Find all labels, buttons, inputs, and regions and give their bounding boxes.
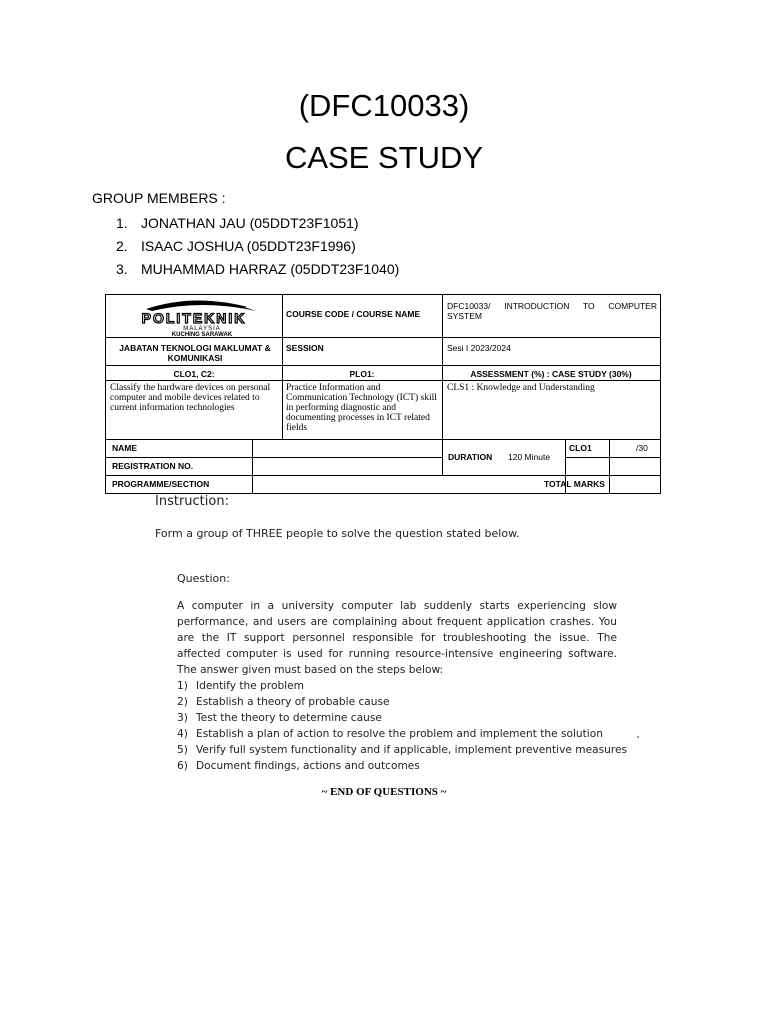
session-label: SESSION	[286, 343, 324, 353]
logo-place: KUCHING SARAWAK	[171, 332, 233, 337]
clo-label: CLO1, C2:	[173, 369, 215, 379]
member-name: MUHAMMAD HARRAZ (05DDT23F1040)	[141, 261, 400, 277]
assessment-label: ASSESSMENT (%) : CASE STUDY (30%)	[470, 369, 632, 379]
member-name: JONATHAN JAU (05DDT23F1051)	[141, 215, 359, 231]
step-number: 2)	[177, 696, 188, 708]
logo-sub: MALAYSIA	[183, 326, 221, 332]
end-of-questions: ~ END OF QUESTIONS ~	[321, 786, 447, 798]
plo-description: Practice Information and Communication Technology (ICT) skill in performing diagnostic and documenting processes in ICT related fields	[286, 383, 437, 433]
list-item	[177, 696, 390, 708]
list-item	[177, 744, 627, 756]
clo1-label: CLO1	[569, 443, 592, 453]
step-number: 1)	[177, 680, 188, 692]
member-item	[116, 261, 399, 277]
total-marks-label: TOTAL MARKS	[544, 479, 605, 489]
duration-label: DURATION	[448, 452, 493, 462]
clo1-score: /30	[636, 443, 648, 453]
question-paragraph: A computer in a university computer lab suddenly starts experiencing slow performance, and users are complaining about frequent application crashes. You are the IT support personnel responsible for troubleshooting the issue. The affected computer is used for running resource-intensive engineering software. The answer given must based on the steps below:	[177, 600, 617, 676]
session-value: Sesi I 2023/2024	[447, 343, 511, 353]
department-name: JABATAN TEKNOLOGI MAKLUMAT & KOMUNIKASI	[119, 343, 271, 363]
member-number: 1.	[116, 215, 128, 231]
step-text: Establish a theory of probable cause	[196, 696, 390, 708]
step-text: Verify full system functionality and if applicable, implement preventive measures	[196, 744, 627, 756]
politeknik-logo	[106, 295, 282, 337]
member-item	[116, 215, 359, 231]
question-heading: Question:	[177, 572, 230, 585]
group-members-heading: GROUP MEMBERS :	[92, 190, 226, 206]
instruction-text: Form a group of THREE people to solve the question stated below.	[155, 527, 520, 540]
step-text: Establish a plan of action to resolve the problem and implement the solution	[196, 728, 603, 740]
programme-label: PROGRAMME/SECTION	[112, 479, 210, 489]
scan-speck	[637, 736, 639, 738]
course-code-label: COURSE CODE / COURSE NAME	[286, 309, 421, 319]
instruction-heading: Instruction:	[155, 494, 229, 509]
list-item	[177, 728, 603, 740]
step-number: 3)	[177, 712, 188, 724]
course-code-value: DFC10033/ INTRODUCTION TO COMPUTER SYSTEM	[447, 301, 657, 321]
assessment-form-table	[105, 294, 661, 494]
member-number: 3.	[116, 261, 128, 277]
cls-description: CLS1 : Knowledge and Understanding	[447, 383, 595, 393]
logo-wordmark: POLITEKNIK	[141, 310, 247, 326]
step-text: Test the theory to determine cause	[196, 712, 382, 724]
document-subtitle: CASE STUDY	[284, 140, 484, 175]
list-item	[177, 680, 304, 692]
name-label: NAME	[112, 443, 138, 453]
step-number: 6)	[177, 760, 188, 772]
step-number: 5)	[177, 744, 188, 756]
list-item	[177, 760, 420, 772]
step-text: Document findings, actions and outcomes	[196, 760, 420, 772]
member-item	[116, 238, 356, 254]
plo-label: PLO1:	[349, 369, 375, 379]
document-title: (DFC10033)	[298, 88, 470, 123]
clo-description: Classify the hardware devices on personal computer and mobile devices related to current information technologies	[110, 383, 271, 413]
list-item	[177, 712, 382, 724]
duration-value: 120 Minute	[508, 452, 551, 462]
politeknik-logo-graphic	[106, 295, 282, 337]
registration-label: REGISTRATION NO.	[112, 461, 194, 471]
member-name: ISAAC JOSHUA (05DDT23F1996)	[141, 238, 356, 254]
step-text: Identify the problem	[196, 680, 304, 692]
step-number: 4)	[177, 728, 188, 740]
member-number: 2.	[116, 238, 128, 254]
